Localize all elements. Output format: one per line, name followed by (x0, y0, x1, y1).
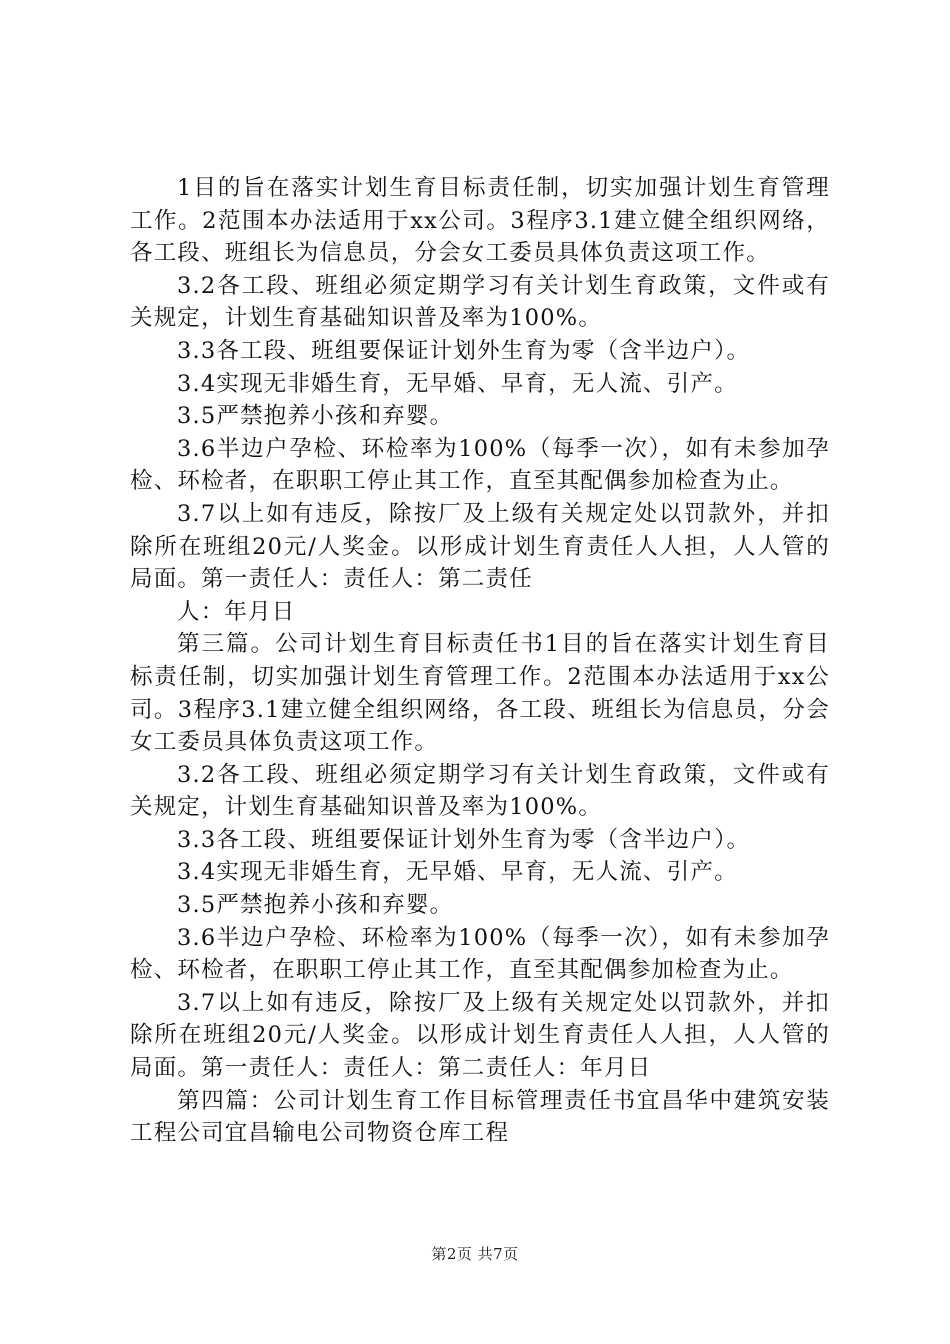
paragraph-purpose-scope: 1目的旨在落实计划生育目标责任制，切实加强计划生育管理工作。2范围本办法适用于xx公司。3程序3.1建立健全组织网络，各工段、班组长为信息员，分会女工委员具体负责这项工作。 (130, 175, 830, 267)
paragraph-part-three: 第三篇。公司计划生育目标责任书1目的旨在落实计划生育目标责任制，切实加强计划生育管理工作。2范围本办法适用于xx公司。3程序3.1建立健全组织网络，各工段、班组长为信息员，分会女工委员具体负责这项工作。 (130, 631, 830, 756)
paragraph-3-4: 3.4实现无非婚生育，无早婚、早育，无人流、引产。 (177, 370, 738, 397)
paragraph-signature-date: 人：年月日 (177, 598, 296, 625)
paragraph-3-5: 3.5严禁抱养小孩和弃婴。 (177, 403, 454, 430)
paragraph-3-7: 3.7以上如有违反，除按厂及上级有关规定处以罚款外，并扣除所在班组20元/人奖金。以形成计划生育责任人人担，人人管的局面。第一责任人：责任人：第二责任 (130, 500, 830, 593)
paragraph-3-4-repeat: 3.4实现无非婚生育，无早婚、早育，无人流、引产。 (177, 859, 738, 886)
paragraph-3-3: 3.3各工段、班组要保证计划外生育为零（含半边户）。 (177, 337, 751, 364)
paragraph-3-6: 3.6半边户孕检、环检率为100%（每季一次），如有未参加孕检、环检者，在职职工停止其工作，直至其配偶参加检查为止。 (130, 435, 830, 495)
paragraph-3-2-repeat: 3.2各工段、班组必须定期学习有关计划生育政策，文件或有关规定，计划生育基础知识普及率为100%。 (130, 761, 830, 821)
page-number-footer: 第2页 共7页 (431, 1245, 519, 1263)
paragraph-3-5-repeat: 3.5严禁抱养小孩和弃婴。 (177, 892, 454, 919)
paragraph-3-6-repeat: 3.6半边户孕检、环检率为100%（每季一次），如有未参加孕检、环检者，在职职工停止其工作，直至其配偶参加检查为止。 (130, 924, 830, 984)
paragraph-3-3-repeat: 3.3各工段、班组要保证计划外生育为零（含半边户）。 (177, 826, 751, 853)
paragraph-3-2: 3.2各工段、班组必须定期学习有关计划生育政策，文件或有关规定，计划生育基础知识普及率为100%。 (130, 272, 830, 332)
paragraph-part-four: 第四篇：公司计划生育工作目标管理责任书宜昌华中建筑安装工程公司宜昌输电公司物资仓库工程 (130, 1087, 830, 1147)
document-body (130, 172, 830, 1150)
paragraph-3-7-repeat: 3.7以上如有违反，除按厂及上级有关规定处以罚款外，并扣除所在班组20元/人奖金。以形成计划生育责任人人担，人人管的局面。第一责任人：责任人：第二责任人：年月日 (130, 989, 830, 1082)
